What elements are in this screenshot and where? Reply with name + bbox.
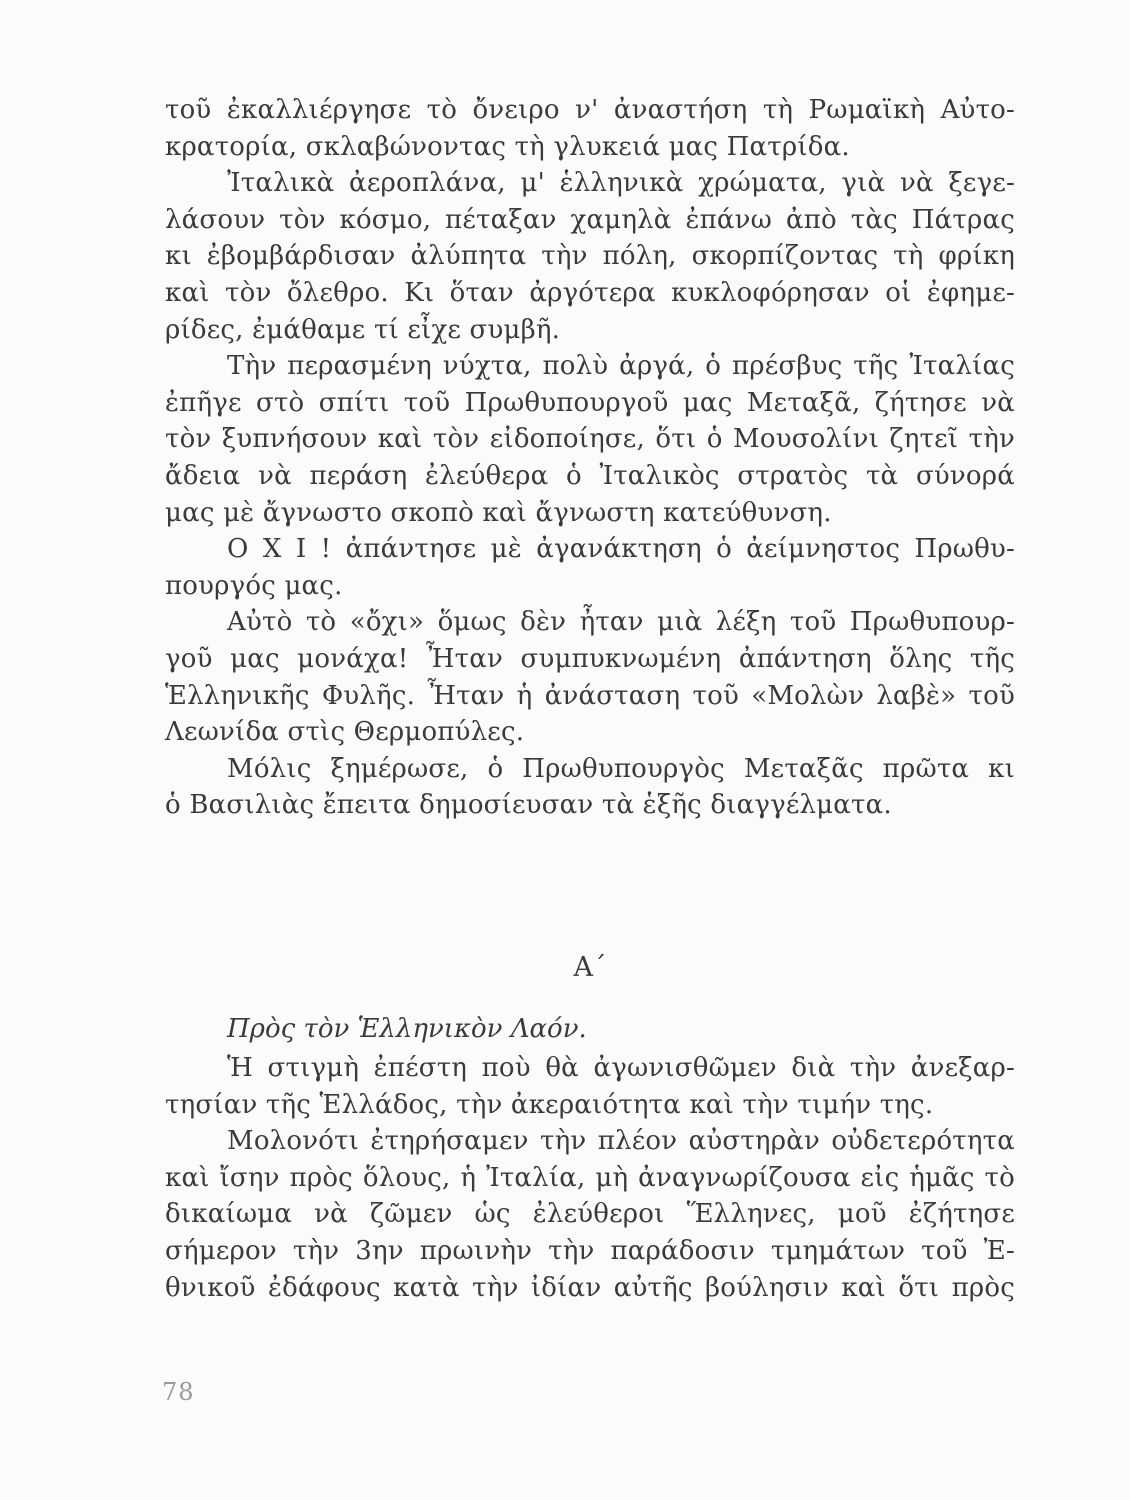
text-line: Ἡ στιγμὴ ἐπέστη ποὺ θὰ ἀγωνισθῶμεν διὰ τὴν ἀνεξαρ- (227, 1053, 1015, 1083)
text-line: τησίαν τῆς Ἑλλάδος, τὴν ἀκεραιότητα καὶ τὴν τιμήν της. (165, 1089, 934, 1120)
text-line: Λεωνίδα στὶς Θερμοπύλες. (165, 717, 525, 748)
text-line: κι ἐβομβάρδισαν ἀλύπητα τὴν πόλη, σκορπίζοντας τὴ φρίκη (165, 241, 1015, 272)
text-line: καὶ τὸν ὄλεθρο. Κι ὅταν ἀργότερα κυκλοφόρησαν οἱ ἐφημε- (165, 277, 1015, 308)
text-line: Αὐτὸ τὸ «ὄχι» ὅμως δὲν ἦταν μιὰ λέξη τοῦ Πρωθυπουρ- (227, 607, 1015, 638)
page-number: 78 (162, 1378, 195, 1406)
text-line: λάσουν τὸν κόσμο, πέταξαν χαμηλὰ ἐπάνω ἀπὸ τὰς Πάτρας (165, 204, 1015, 235)
text-line: Ἰταλικὰ ἀεροπλάνα, μ' ἑλληνικὰ χρώματα, γιὰ νὰ ξεγε- (227, 168, 1015, 199)
section-heading: Α΄ (573, 952, 607, 983)
text-line: ἐπῆγε στὸ σπίτι τοῦ Πρωθυπουργοῦ μας Μεταξᾶ, ζήτησε νὰ (165, 387, 1015, 418)
page-body (165, 92, 1015, 1303)
text-line: μας μὲ ἄγνωστο σκοπὸ καὶ ἄγνωστη κατεύθυνση. (165, 497, 832, 528)
text-line: ὁ Βασιλιὰς ἔπειτα δημοσίευσαν τὰ ἑξῆς διαγγέλματα. (165, 790, 892, 821)
text-line: καὶ ἴσην πρὸς ὅλους, ἡ Ἰταλία, μὴ ἀναγνωρίζουσα εἰς ἡμᾶς τὸ (165, 1162, 1015, 1193)
text-line: ρίδες, ἐμάθαμε τί εἶχε συμβῆ. (165, 314, 561, 345)
text-line: Μόλις ξημέρωσε, ὁ Πρωθυπουργὸς Μεταξᾶς πρῶτα κι (227, 753, 1015, 784)
text-line: Τὴν περασμένη νύχτα, πολὺ ἀργά, ὁ πρέσβυς τῆς Ἰταλίας (227, 351, 1015, 382)
text-line: θνικοῦ ἐδάφους κατὰ τὴν ἰδίαν αὐτῆς βούλησιν καὶ ὅτι πρὸς (165, 1272, 1015, 1303)
text-line: δικαίωμα νὰ ζῶμεν ὡς ἐλεύθεροι Ἕλληνες, μοῦ ἐζήτησε (165, 1199, 1015, 1230)
text-line: πουργός μας. (165, 570, 343, 601)
text-line: ἄδεια νὰ περάση ἐλεύθερα ὁ Ἰταλικὸς στρατὸς τὰ σύνορά (165, 460, 1015, 491)
text-line: γοῦ μας μονάχα! Ἦταν συμπυκνωμένη ἀπάντηση ὅλης τῆς (165, 643, 1015, 674)
text-line: Ο Χ Ι ! ἀπάντησε μὲ ἀγανάκτηση ὁ ἀείμνηστος Πρωθυ- (227, 534, 1015, 565)
text-line: σήμερον τὴν 3ην πρωινὴν τὴν παράδοσιν τμημάτων τοῦ Ἐ- (165, 1235, 1015, 1266)
text-line: Μολονότι ἐτηρήσαμεν τὴν πλέον αὐστηρὰν οὐδετερότητα (227, 1126, 1015, 1157)
proclamation-addressee: Πρὸς τὸν Ἑλληνικὸν Λαόν. (227, 1014, 587, 1044)
text-line: τὸν ξυπνήσουν καὶ τὸν εἰδοποίησε, ὅτι ὁ Μουσολίνι ζητεῖ τὴν (165, 424, 1015, 455)
text-line: τοῦ ἐκαλλιέργησε τὸ ὄνειρο ν' ἀναστήση τὴ Ρωμαϊκὴ Αὐτο- (165, 95, 1015, 125)
text-line: Ἑλληνικῆς Φυλῆς. Ἦταν ἡ ἀνάσταση τοῦ «Μολὼν λαβὲ» τοῦ (165, 680, 1015, 711)
text-line: κρατορία, σκλαβώνοντας τὴ γλυκειά μας Πατρίδα. (165, 131, 850, 162)
proclamation-body (165, 1050, 1015, 1306)
